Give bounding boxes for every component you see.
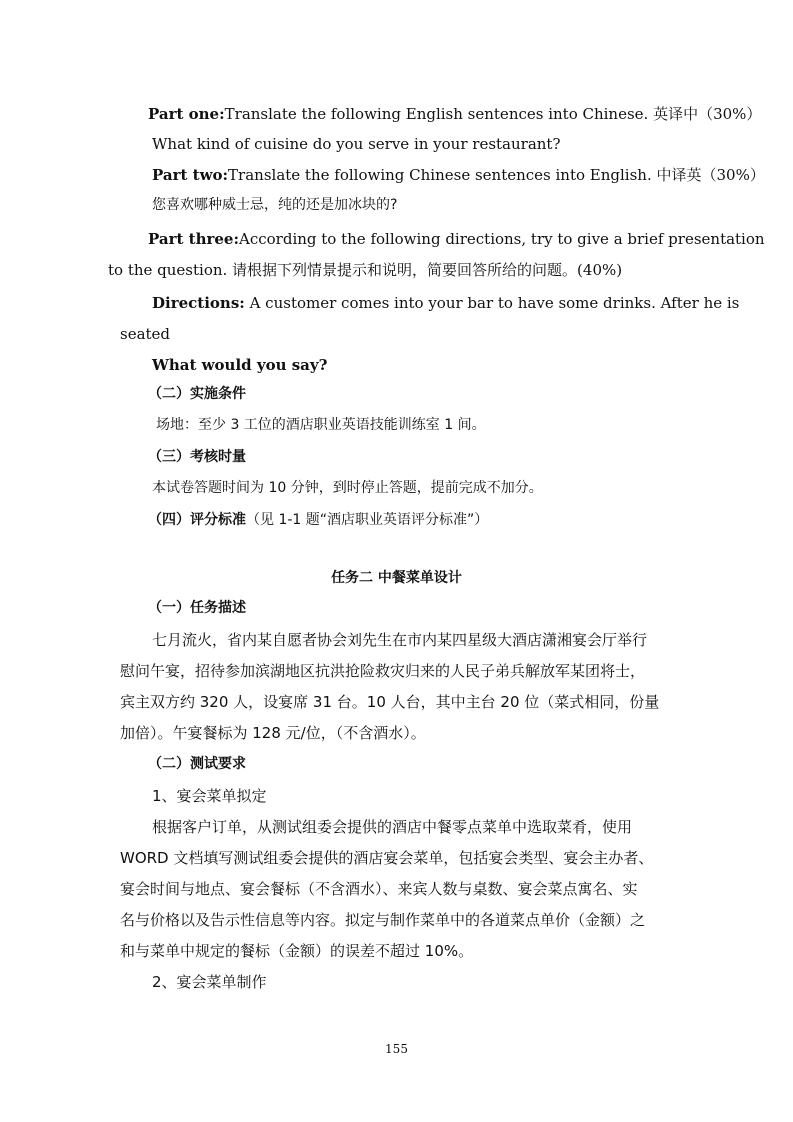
task-item-1-line-4: 名与价格以及告示性信息等内容。拟定与制作菜单中的各道菜点单价（金额）之 — [120, 911, 646, 929]
task-desc-line-2: 慰问午宴，招待参加滨湖地区抗洪抢险救灾归来的人民子弟兵解放军某团将士， — [120, 662, 646, 680]
part-two-label: Part two: — [152, 166, 229, 184]
page-number: 155 — [385, 1042, 408, 1056]
task-item-2: 2、宴会菜单制作 — [152, 973, 267, 991]
part-one-label: Part one: — [148, 105, 225, 123]
conditions-text: 场地：至少 3 工位的酒店职业英语技能训练室 1 间。 — [156, 417, 486, 433]
part-one-text: Translate the following English sentences into Chinese. 英译中（30%） — [224, 105, 762, 123]
time-text: 本试卷答题时间为 10 分钟，到时停止答题，提前完成不加分。 — [152, 480, 543, 496]
scoring-heading: （四）评分标准 — [148, 512, 246, 528]
directions-question: What would you say? — [152, 356, 328, 374]
task-item-1-line-3: 宴会时间与地点、宴会餐标（不含酒水）、来宾人数与桌数、宴会菜点寓名、实 — [120, 880, 638, 898]
task-req-heading: （二）测试要求 — [148, 756, 246, 772]
directions-text-1: A customer comes into your bar to have some drinks. After he is — [244, 294, 740, 312]
part-three-label: Part three: — [148, 230, 240, 248]
task-desc-heading: （一）任务描述 — [148, 600, 246, 616]
part-one-line — [148, 104, 761, 124]
task-desc-line-4: 加倍）。午宴餐标为 128 元/位，（不含酒水）。 — [120, 724, 426, 742]
task-item-1: 1、宴会菜单拟定 — [152, 787, 267, 805]
part-three-text-2: to the question. 请根据下列情景提示和说明，简要回答所给的问题。(40%) — [108, 261, 623, 279]
task-desc-line-1: 七月流火，省内某自愿者协会刘先生在市内某四星级大酒店潇湘宴会厅举行 — [152, 631, 648, 649]
directions-label: Directions: — [152, 294, 245, 312]
task-item-1-line-2: WORD 文档填写测试组委会提供的酒店宴会菜单，包括宴会类型、宴会主办者、 — [120, 849, 654, 867]
time-heading: （三）考核时量 — [148, 449, 246, 465]
scoring-text: （见 1-1 题“酒店职业英语评分标准”） — [246, 512, 489, 528]
conditions-heading: （二）实施条件 — [148, 386, 246, 402]
scoring-line — [148, 510, 488, 530]
part-two-line — [152, 165, 765, 185]
part-two-text: Translate the following Chinese sentences into English. 中译英（30%） — [228, 166, 765, 184]
task-item-1-line-5: 和与菜单中规定的餐标（金额）的误差不超过 10%。 — [120, 942, 474, 960]
part-one-sentence: What kind of cuisine do you serve in your restaurant? — [152, 135, 561, 153]
part-two-sentence: 您喜欢哪种威士忌，纯的还是加冰块的? — [152, 197, 398, 213]
task-item-1-line-1: 根据客户订单，从测试组委会提供的酒店中餐零点菜单中选取菜肴，使用 — [152, 818, 633, 836]
directions-text-2: seated — [120, 325, 171, 343]
part-three-line — [148, 229, 765, 249]
part-three-text-1: According to the following directions, try to give a brief presentation — [239, 230, 765, 248]
task-two-title: 任务二 中餐菜单设计 — [331, 570, 462, 586]
directions-line — [152, 293, 739, 313]
task-desc-line-3: 宾主双方约 320 人，设宴席 31 台。10 人台，其中主台 20 位（菜式相同，份量 — [120, 693, 660, 711]
